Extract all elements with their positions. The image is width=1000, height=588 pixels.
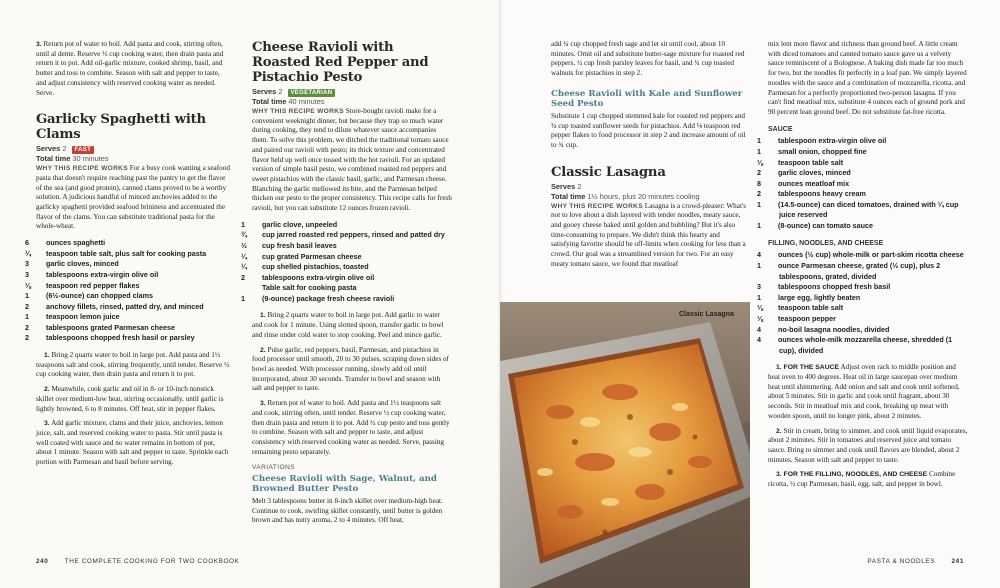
recipe-title: Classic Lasagna bbox=[551, 164, 666, 180]
ingredient-item bbox=[757, 313, 968, 325]
ingredient-item bbox=[757, 178, 968, 190]
right-footer bbox=[867, 558, 964, 565]
ingredient-qty: ⅛ bbox=[757, 303, 763, 313]
ingredient-qty: ⅛ bbox=[757, 157, 763, 167]
ingredient-qty: 1 bbox=[25, 312, 29, 322]
why-continued: mix lent more flavor and richness than ground beef. A little cream with diced tomatoes and canned tomato sauce gave us a velvety sauce reminiscent of a Bolognese. A baking dish made far too much for two, but the noodles fit perfectly in a loaf pan. We simply layered noodles with the sauce and a combination of mozzarella, ricotta, and Parmesan for a perfectly proportioned two-person lasagna. If you can't find meatloaf mix, substitute 4 ounces each of ground pork and 90 percent lean ground beef. Do not substitute fat-free ricotta. bbox=[768, 40, 967, 116]
step-text: Return pot of water to boil. Add pasta and 1½ teaspoons salt and cook, stirring often, until tender. Reserve ½ cup cooking water, then drain pasta and return it to pot. Add ½ cup pesto and toss gently to combine. Season with salt and pepper to taste, and adjust consistency with reserved cooking water as needed. Serve, passing remaining pesto separately. bbox=[252, 399, 450, 456]
serves-value: 2 bbox=[577, 181, 582, 191]
step-number: 2. bbox=[776, 427, 782, 435]
step-text: Bring 2 quarts water to boil in large pot. Add pasta and 1½ teaspoons salt and cook, stirring frequently, until tender. Reserve ½ cup cooking water, then drain pasta and return it to pot. bbox=[36, 351, 230, 379]
step-text: Return pot of water to boil. Add pasta and cook, stirring often, until al dente. Reserve ½ cup cooking water, then drain pasta and return it to pot. Add oil-garlic mixture, cooked shrimp, basil, and butter and toss to combine. Season with salt and pepper to taste, and adjust consistency with reserved cooking water as needed. Serve. bbox=[36, 40, 224, 97]
filling-ingredient-list bbox=[757, 250, 968, 356]
ingredient-item bbox=[757, 221, 968, 232]
ingredient-text: ounces whole-milk mozzarella cheese, shredded (1 cup), divided bbox=[778, 335, 953, 355]
ingredient-qty: 4 bbox=[757, 250, 761, 260]
ingredient-item bbox=[757, 282, 968, 293]
method-step bbox=[36, 385, 232, 414]
ingredient-list bbox=[241, 219, 452, 305]
ingredient-item bbox=[757, 146, 968, 158]
ingredient-qty: 2 bbox=[757, 168, 761, 178]
why-text: Lasagna is a crowd-pleaser: What's not to love about a dish layered with tender noodles, meaty sauce, and gooey cheese baked until golden and bubbling? But it's also time-consuming to prepare. We didn't think this hearty and satisfying favorite should be off-limits when cooking for less than a crowd. Our goal was a streamlined version for two. For an easy meaty tomato sauce, we found that meatloaf bbox=[551, 201, 747, 268]
why-label: WHY THIS RECIPE WORKS bbox=[252, 108, 344, 115]
ingredient-text: no-boil lasagna noodles, divided bbox=[778, 324, 890, 334]
ingredient-item bbox=[757, 324, 968, 336]
ingredient-item bbox=[25, 248, 232, 260]
ingredient-text: garlic cloves, minced bbox=[778, 168, 851, 178]
ingredient-text: teaspoon lemon juice bbox=[46, 312, 120, 322]
ingredient-item bbox=[757, 303, 968, 314]
ingredient-item bbox=[757, 250, 968, 261]
right-page-number: 241 bbox=[951, 558, 964, 565]
ingredient-qty: 1 bbox=[757, 260, 761, 270]
ingredient-qty: ¼ bbox=[25, 248, 31, 258]
ingredient-qty: 4 bbox=[757, 335, 761, 345]
ingredient-item bbox=[252, 283, 452, 294]
ingredient-item bbox=[241, 262, 452, 273]
total-time-label: Total time bbox=[252, 97, 287, 106]
ingredient-text: Table salt for cooking pasta bbox=[262, 283, 357, 293]
ingredient-qty: 3 bbox=[757, 282, 761, 292]
step-text: Stir in cream, bring to simmer, and cook until liquid evaporates, about 2 minutes. Stir in tomatoes and reserved juice and tomato sauce. Bring to simmer and cook until flavors are blended, about 2 minutes. Season with salt and pepper to taste. bbox=[768, 426, 968, 464]
step-number: 1. bbox=[260, 312, 266, 320]
method-step bbox=[36, 419, 232, 468]
why-label: WHY THIS RECIPE WORKS bbox=[36, 165, 128, 173]
step-number: 3. bbox=[36, 41, 42, 48]
fast-tag: FAST bbox=[72, 146, 95, 154]
lasagna-photo bbox=[500, 302, 750, 588]
ingredient-qty: 2 bbox=[25, 322, 29, 332]
step-number: 2. bbox=[44, 386, 50, 394]
column-3 bbox=[551, 40, 747, 275]
method-step bbox=[768, 470, 968, 489]
ingredient-qty: 3 bbox=[25, 259, 29, 269]
total-time-label: Total time bbox=[551, 191, 586, 201]
recipe-serves bbox=[551, 182, 747, 192]
ingredient-item bbox=[757, 189, 968, 200]
ingredient-text: tablespoons heavy cream bbox=[778, 189, 866, 199]
ingredient-qty: ⅛ bbox=[757, 313, 763, 323]
ingredient-qty: 2 bbox=[757, 189, 761, 199]
ingredient-text: ounces meatloaf mix bbox=[778, 178, 850, 188]
method-step bbox=[252, 311, 452, 340]
step-text: Adjust oven rack to middle position and heat oven to 400 degrees. Heat oil in large saucepan over medium heat until shimmering. Add onion and salt and cook until softened, about 5 minutes. Stir in garlic and cook until fragrant, about 30 seconds. Stir in meatloaf mix and cook, breaking up meat with wooden spoon, until no longer pink, about 2 minutes. bbox=[768, 363, 960, 420]
variation-continued: add ¾ cup chopped fresh sage and let sit until cool, about 10 minutes. Omit oil and substitute butter-sage mixture for roasted red peppers, ½ cup fresh parsley leaves for basil, and ¾ cup toasted walnuts for pistachios in step 2. bbox=[551, 40, 745, 78]
recipe-title: Cheese Ravioli with Roasted Red Pepper and Pistachio Pesto bbox=[252, 40, 429, 85]
ingredient-text: garlic clove, unpeeled bbox=[262, 219, 338, 229]
step-text: Add garlic mixture, clams and their juice, anchovies, lemon juice, salt, and reserved cooking water to pasta. Stir until pasta is well coated with sauce and no water remains in bottom of pot, about 1 minute. Season with salt and pepper to taste. Sprinkle each portion with Parmesan and basil before serving. bbox=[36, 419, 229, 467]
step-text: Pulse garlic, red peppers, basil, Parmesan, and pistachios in food processor until smooth, 20 to 30 pulses, scraping down sides of bowl as needed. With processor running, slowly add oil until incorporated, about 30 seconds. Transfer to bowl and season with salt and pepper to taste. bbox=[252, 345, 450, 393]
serves-label: Serves bbox=[252, 87, 277, 96]
step-number: 3. bbox=[260, 400, 266, 408]
ingredient-text: tablespoons extra-virgin olive oil bbox=[262, 272, 375, 282]
serves-value: 2 bbox=[278, 87, 283, 96]
step-number: 2. bbox=[260, 346, 266, 354]
ingredient-item bbox=[757, 260, 968, 282]
why-text: For a busy cook wanting a seafood pasta that doesn't require reaching past the pantry to get the flavor of the sea (and good protein), canned clams proved to be a worthy solution. A judicious handful of minced anchovies added to the garlicky spaghetti provided seafood brininess and accentuated the flavor of the clams. You can substitute traditional pasta for the whole-wheat. bbox=[36, 164, 230, 231]
method-step bbox=[768, 363, 968, 421]
method-step bbox=[252, 399, 452, 457]
why-paragraph bbox=[551, 202, 747, 270]
serves-label: Serves bbox=[36, 144, 61, 154]
ingredient-text: cup jarred roasted red peppers, rinsed and patted dry bbox=[262, 230, 445, 240]
ingredient-qty: ⅛ bbox=[25, 280, 31, 290]
ingredient-text: cup fresh basil leaves bbox=[262, 240, 337, 250]
vegetarian-tag: VEGETARIAN bbox=[288, 89, 336, 97]
ingredient-text: tablespoons chopped fresh basil or parsley bbox=[46, 333, 195, 343]
method-step bbox=[252, 346, 452, 395]
why-paragraph bbox=[36, 164, 232, 232]
filling-heading: FILLING, NOODLES, AND CHEESE bbox=[768, 239, 884, 247]
step-text: Meanwhile, cook garlic and oil in 8- or 10-inch nonstick skillet over medium-low heat, stirring occasionally, until garlic is lightly browned, 6 to 8 minutes. Off heat, stir in pepper flakes. bbox=[36, 385, 224, 413]
ingredient-item bbox=[25, 322, 232, 334]
recipe-total-time bbox=[551, 192, 747, 202]
ingredient-text: teaspoon table salt bbox=[778, 157, 844, 167]
left-page-number: 240 bbox=[36, 558, 49, 565]
ingredient-item bbox=[241, 272, 452, 284]
ingredient-text: garlic cloves, minced bbox=[46, 259, 119, 269]
book-title: THE COMPLETE COOKING FOR TWO COOKBOOK bbox=[64, 558, 240, 565]
ingredient-qty: ¼ bbox=[241, 251, 247, 261]
ingredient-text: anchovy fillets, rinsed, patted dry, and minced bbox=[46, 301, 204, 311]
ingredient-item bbox=[25, 269, 232, 281]
total-time-value: 1½ hours, plus 20 minutes cooling bbox=[587, 191, 700, 201]
ingredient-item bbox=[25, 301, 232, 313]
step-number: 1. bbox=[44, 352, 50, 360]
ingredient-qty: 3 bbox=[25, 269, 29, 279]
ingredient-qty: 2 bbox=[25, 333, 29, 343]
why-label: WHY THIS RECIPE WORKS bbox=[551, 202, 643, 210]
sauce-heading: SAUCE bbox=[768, 125, 793, 133]
ingredient-item bbox=[25, 291, 232, 302]
total-time-label: Total time bbox=[36, 154, 71, 164]
ingredient-qty: 1 bbox=[241, 293, 245, 303]
ingredient-text: (8-ounce) can tomato sauce bbox=[778, 221, 874, 231]
ingredient-item bbox=[25, 259, 232, 270]
method-step bbox=[36, 351, 232, 380]
ingredient-item bbox=[241, 219, 452, 231]
ingredient-text: ounce Parmesan cheese, grated (½ cup), plus 2 tablespoons, grated, divided bbox=[778, 260, 941, 281]
ingredient-item bbox=[241, 251, 452, 263]
recipe-title: Garlicky Spaghetti with Clams bbox=[36, 112, 206, 143]
continued-step bbox=[36, 40, 232, 98]
serves-label: Serves bbox=[551, 181, 576, 191]
ingredient-item bbox=[241, 230, 452, 241]
ingredient-text: cup shelled pistachios, toasted bbox=[262, 262, 369, 272]
lasagna-image bbox=[500, 302, 750, 588]
ingredient-qty: 1 bbox=[757, 146, 761, 156]
ingredient-item bbox=[757, 292, 968, 304]
ingredient-text: ounces spaghetti bbox=[46, 238, 106, 248]
why-text: Store-bought ravioli make for a convenient weeknight dinner, but because they trap so much water during cooking, they tend to dilute whatever sauce accompanies them. To solve this problem, we ditched the traditional tomato sauce and paired our ravioli with pesto; its thick texture and concentrated flavor held up well once tossed with the hot ravioli. For an updated version of simple basil pesto, we combined roasted red peppers and sweet pistachios with the classic basil, garlic, and Parmesan cheese. Blanching the garlic mellowed its bite, and the Parmesan helped thicken our pesto to the proper consistency. This recipe calls for fresh ravioli, but you can substitute 12 ounces frozen ravioli. bbox=[252, 107, 452, 213]
step-number: 1. FOR THE SAUCE bbox=[776, 364, 840, 372]
variations-label: VARIATIONS bbox=[252, 464, 295, 472]
ingredient-item bbox=[757, 199, 968, 221]
left-footer bbox=[36, 558, 240, 565]
ingredient-qty: 1 bbox=[25, 291, 29, 301]
column-1 bbox=[25, 40, 232, 473]
ingredient-item bbox=[25, 238, 232, 249]
ingredient-qty: 1 bbox=[241, 219, 245, 229]
ingredient-item bbox=[25, 312, 232, 323]
ingredient-item bbox=[25, 280, 232, 292]
ingredient-text: (6½-ounce) can chopped clams bbox=[46, 291, 154, 301]
photo-caption: Classic Lasagna bbox=[679, 311, 734, 318]
total-time-value: 30 minutes bbox=[72, 154, 109, 164]
recipe-serves bbox=[252, 87, 452, 97]
ingredient-item bbox=[757, 157, 968, 169]
ingredient-qty: ¾ bbox=[241, 230, 247, 240]
ingredient-item bbox=[757, 168, 968, 179]
recipe-serves bbox=[36, 144, 232, 154]
sauce-ingredient-list bbox=[757, 136, 968, 231]
ingredient-qty: 1 bbox=[757, 199, 761, 209]
ingredient-item bbox=[25, 333, 232, 344]
ingredient-item bbox=[757, 335, 968, 356]
ingredient-text: large egg, lightly beaten bbox=[778, 292, 861, 302]
variation-title: Cheese Ravioli with Sage, Walnut, and Browned Butter Pesto bbox=[252, 474, 437, 495]
step-number: 3. bbox=[44, 420, 50, 428]
variation-title: Cheese Ravioli with Kale and Sunflower Seed Pesto bbox=[551, 88, 743, 109]
variation-text: Substitute 1 cup chopped stemmed kale for roasted red peppers and ¾ cup toasted sunflower seeds for pistachios. Add ⅛ teaspoon red pepper flakes to food processor in step 2 and increase amount of oil to ¾ cup. bbox=[551, 111, 746, 149]
ingredient-text: tablespoon extra-virgin olive oil bbox=[778, 136, 887, 146]
recipe-total-time bbox=[36, 154, 232, 164]
ingredient-item bbox=[241, 240, 452, 252]
ingredient-text: tablespoons grated Parmesan cheese bbox=[46, 322, 176, 332]
ingredient-qty: 4 bbox=[757, 324, 761, 334]
ingredient-text: tablespoons chopped fresh basil bbox=[778, 282, 891, 292]
variation-text: Melt 3 tablespoons butter in 8-inch skillet over medium-high heat. Continue to cook, swirling skillet constantly, until butter is golden brown and has nutty aroma, 2 to 4 minutes. Off heat, bbox=[252, 497, 443, 525]
ingredient-qty: 1 bbox=[757, 221, 761, 231]
ingredient-list bbox=[25, 238, 232, 344]
ingredient-qty: 6 bbox=[25, 238, 29, 248]
ingredient-text: cup grated Parmesan cheese bbox=[262, 251, 362, 261]
why-paragraph bbox=[252, 107, 452, 214]
recipe-total-time bbox=[252, 97, 452, 107]
ingredient-qty: 2 bbox=[25, 301, 29, 311]
step-text: Combine ricotta, ½ cup Parmesan, basil, egg, salt, and pepper in bowl. bbox=[768, 470, 956, 489]
ingredient-text: small onion, chopped fine bbox=[778, 146, 867, 156]
serves-value: 2 bbox=[62, 144, 67, 154]
step-number: 3. FOR THE FILLING, NOODLES, AND CHEESE bbox=[776, 471, 928, 479]
ingredient-qty: 2 bbox=[241, 272, 245, 282]
ingredient-text: teaspoon red pepper flakes bbox=[46, 280, 140, 290]
ingredient-text: teaspoon pepper bbox=[778, 313, 836, 323]
ingredient-text: (14.5-ounce) can diced tomatoes, drained with ¼ cup juice reserved bbox=[778, 199, 959, 220]
total-time-value: 40 minutes bbox=[288, 97, 325, 106]
ingredient-text: ounces (½ cup) whole-milk or part-skim ricotta cheese bbox=[778, 250, 964, 260]
column-4 bbox=[757, 40, 968, 495]
ingredient-qty: ¼ bbox=[241, 262, 247, 272]
ingredient-text: teaspoon table salt bbox=[778, 303, 844, 313]
ingredient-item bbox=[757, 136, 968, 147]
ingredient-text: teaspoon table salt, plus salt for cooking pasta bbox=[46, 248, 207, 258]
ingredient-text: (9-ounce) package fresh cheese ravioli bbox=[262, 293, 395, 303]
ingredient-qty: 1 bbox=[757, 136, 761, 146]
chapter-title: PASTA & NOODLES bbox=[867, 558, 936, 565]
column-2 bbox=[241, 40, 452, 531]
ingredient-qty: ½ bbox=[241, 240, 247, 250]
method-step bbox=[768, 427, 968, 466]
ingredient-text: tablespoons extra-virgin olive oil bbox=[46, 269, 159, 279]
step-text: Bring 2 quarts water to boil in large pot. Add garlic to water and cook for 1 minute. Using slotted spoon, transfer garlic to bowl and rinse under cold water to stop cooking. Peel and mince garlic. bbox=[252, 311, 444, 339]
ingredient-qty: 8 bbox=[757, 178, 761, 188]
ingredient-qty: 1 bbox=[757, 292, 761, 302]
ingredient-item bbox=[241, 293, 452, 305]
